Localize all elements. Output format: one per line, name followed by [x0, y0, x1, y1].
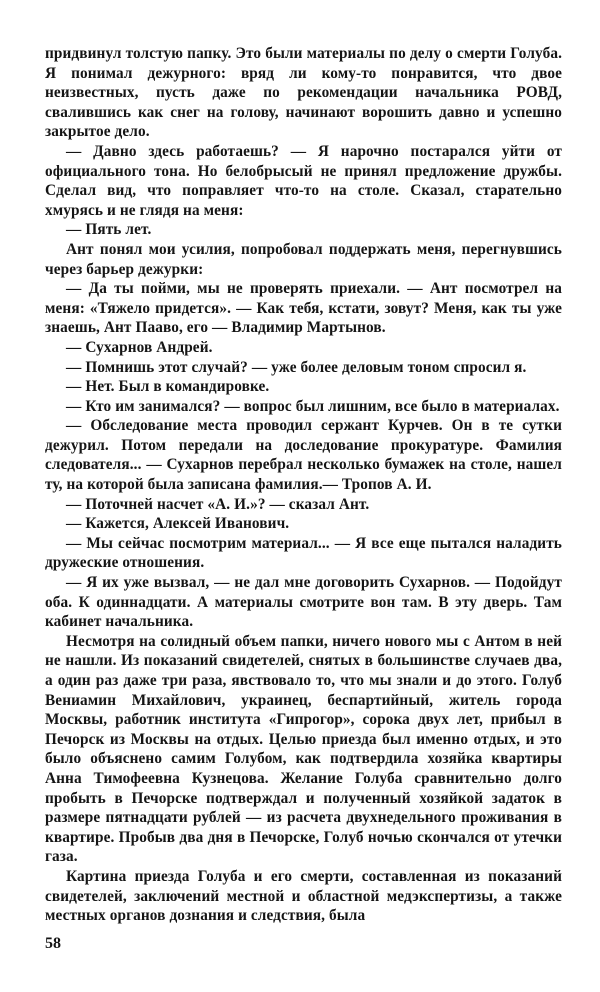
paragraph: Ант понял мои усилия, попробовал поддержать меня, перегнувшись через барьер дежурки: [45, 240, 562, 278]
paragraph: — Я их уже вызвал, — не дал мне договорить Сухарнов. — Подойдут оба. К одиннадцати. А материалы смотрите вон там. В эту дверь. Там кабинет начальника. [45, 574, 562, 631]
paragraph: — Обследование места проводил сержант Курчев. Он в те сутки дежурил. Потом передали на доследование прокуратуре. Фамилия следователя... — Сухарнов перебрал несколько бумажек на столе, нашел ту, на которой была записана фамилия.— Тропов А. И. [45, 417, 562, 494]
paragraph: — Помнишь этот случай? — уже более деловым тоном спросил я. [66, 358, 527, 376]
page-text [45, 44, 562, 926]
paragraph: Несмотря на солидный объем папки, ничего нового мы с Антом в ней не нашли. Из показаний свидетелей, снятых в большинстве случаев два, а один раз даже три раза, явствовало то, что мы знали и до этого. Голуб Вениамин Михайлович, украинец, беспартийный, житель города Москвы, работник института «Гипрогор», сорока двух лет, прибыл в Печорск из Москвы на отдых. Целью приезда был именно отдых, и это было объяснено самим Голубом, как подтвердила хозяйка квартиры Анна Тимофеевна Кузнецова. Желание Голуба сравнительно долго пробыть в Печорске подтверждал и полученный хозяйкой задаток в размере пятнадцати рублей — из расчета двухнедельного проживания в квартире. Пробыв два дня в Печорске, Голуб ночью скончался от утечки газа. [45, 632, 562, 866]
paragraph: придвинул толстую папку. Это были материалы по делу о смерти Голуба. Я понимал дежурного: вряд ли кому-то понравится, что двое неизвестных, пусть даже по рекомендации начальника РОВД, свалившись как снег на голову, начинают ворошить давно и успешно закрытое дело. [45, 45, 562, 141]
paragraph: — Мы сейчас посмотрим материал... — Я все еще пытался наладить дружеские отношения. [45, 534, 562, 572]
paragraph: — Сухарнов Андрей. [66, 338, 213, 356]
paragraph: — Кто им занимался? — вопрос был лишним, все было в материалах. [66, 397, 560, 415]
paragraph: — Пять лет. [66, 221, 152, 239]
paragraph: Картина приезда Голуба и его смерти, составленная из показаний свидетелей, заключений местной и областной медэкспертизы, а также местных органов дознания и следствия, была [45, 867, 562, 925]
paragraph: — Поточней насчет «А. И.»? — сказал Ант. [66, 495, 370, 513]
paragraph: — Кажется, Алексей Иванович. [66, 515, 290, 533]
paragraph: — Да ты пойми, мы не проверять приехали. — Ант посмотрел на меня: «Тяжело придется». — Как тебя, кстати, зовут? Меня, как ты уже знаешь, Ант Пааво, его — Владимир Мартынов. [45, 280, 562, 337]
paragraph: — Нет. Был в командировке. [66, 378, 270, 396]
paragraph: — Давно здесь работаешь? — Я нарочно постарался уйти от официального тона. Но белобрысый не принял предложение дружбы. Сделал вид, что поправляет что-то на столе. Сказал, старательно хмурясь и не глядя на меня: [45, 142, 562, 219]
page-number: 58 [45, 935, 61, 952]
